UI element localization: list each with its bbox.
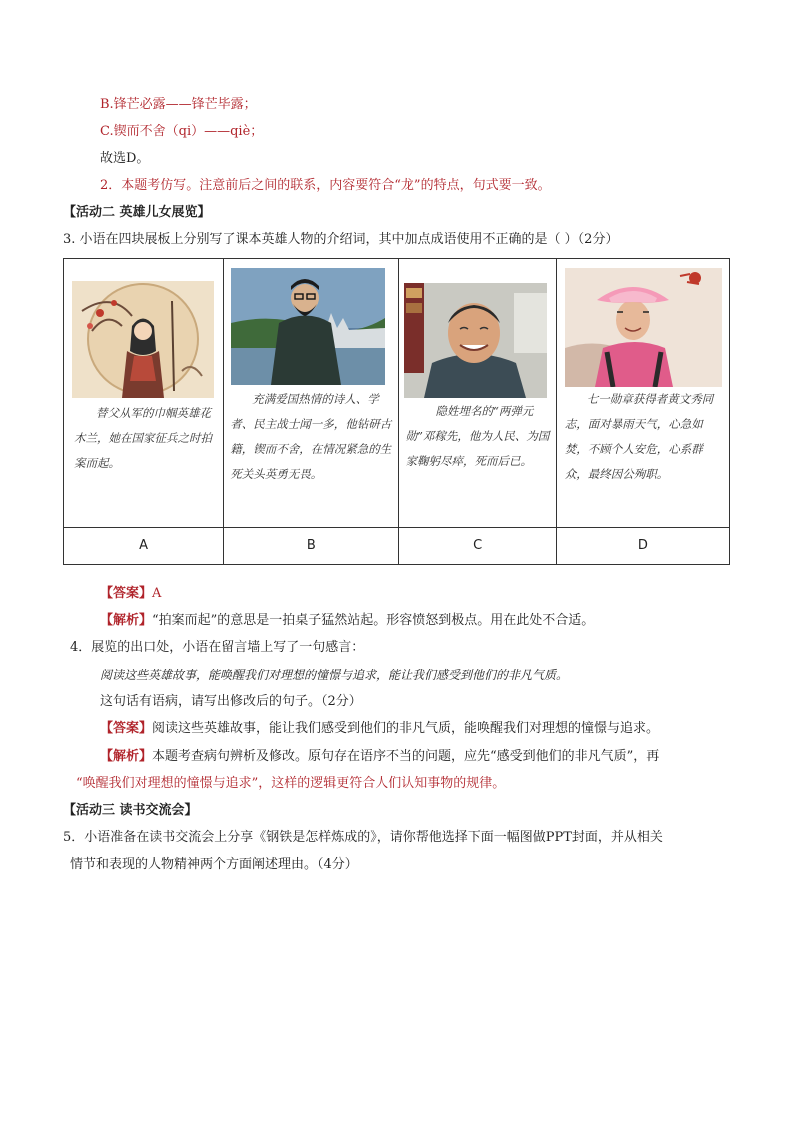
answer-tag: 【答案】 xyxy=(100,586,153,601)
wen-yiduo-image xyxy=(231,268,385,385)
exhibit-letter-d: D xyxy=(556,528,729,565)
analysis4-line xyxy=(100,748,659,766)
q4-text: 4．展览的出口处，小语在留言墙上写了一句感言： xyxy=(70,640,365,655)
option-c-line: C.锲而不舍（qi）——qiè； xyxy=(100,124,264,139)
exhibit-c-caption: 隐姓埋名的“两弹元勋”邓稼先，他为人民、为国家鞠躬尽瘁，死而后已。 xyxy=(405,404,550,468)
exhibit-letter-a: A xyxy=(64,528,224,565)
answer3-line xyxy=(100,585,161,603)
exhibit-d-caption: 七一勋章获得者黄文秀同志，面对暴雨天气，心急如焚，不顾个人安危，心系群众，最终因公殉职。 xyxy=(564,392,714,481)
choose-d-line: 故选D。 xyxy=(100,151,150,166)
answer-tag: 【答案】 xyxy=(100,721,153,736)
exhibit-letter-b: B xyxy=(224,528,399,565)
q2-analysis-line: 2．本题考仿写。注意前后之间的联系，内容要符合“龙”的特点，句式要一致。 xyxy=(100,178,551,193)
q4-ask: 这句话有语病，请写出修改后的句子。（2分） xyxy=(100,694,362,709)
exhibit-table xyxy=(63,258,730,565)
answer3-value: A xyxy=(152,586,162,601)
exhibit-cell-c xyxy=(399,259,556,528)
answer4-line xyxy=(100,720,659,738)
activity3-heading: 【活动三 读书交流会】 xyxy=(63,803,198,818)
analysis-tag: 【解析】 xyxy=(100,749,153,764)
q4-quote: 阅读这些英雄故事，能唤醒我们对理想的憧憬与追求，能让我们感受到他们的非凡气质。 xyxy=(100,668,569,682)
exhibit-letter-c: C xyxy=(399,528,556,565)
analysis4-text-1: 本题考查病句辨析及修改。原句存在语序不当的问题，应先“感受到他们的非凡气质”，再 xyxy=(152,749,660,764)
q5-text-1: 5．小语准备在读书交流会上分享《钢铁是怎样炼成的》，请你帮他选择下面一幅图做PPT封面，并从相关 xyxy=(63,830,663,845)
q3-text: 3. 小语在四块展板上分别写了课本英雄人物的介绍词，其中加点成语使用不正确的是（ ）（2分） xyxy=(63,232,619,247)
exhibit-cell-b xyxy=(224,259,399,528)
q5-text-2: 情节和表现的人物精神两个方面阐述理由。（4分） xyxy=(70,857,358,872)
activity2-heading: 【活动二 英雄儿女展览】 xyxy=(63,205,211,220)
exhibit-a-caption: 替父从军的巾帼英雄花木兰，她在国家征兵之时拍案而起。 xyxy=(74,406,212,470)
analysis4-text-2: “唤醒我们对理想的憧憬与追求”，这样的逻辑更符合人们认知事物的规律。 xyxy=(76,776,506,791)
analysis3-text: “拍案而起”的意思是一拍桌子猛然站起。形容愤怒到极点。用在此处不合适。 xyxy=(152,613,595,628)
analysis-tag: 【解析】 xyxy=(100,613,153,628)
exhibit-cell-d xyxy=(556,259,729,528)
mulan-image xyxy=(72,281,214,398)
deng-jiaxian-image xyxy=(404,283,547,398)
exhibit-cell-a xyxy=(64,259,224,528)
answer4-text: 阅读这些英雄故事，能让我们感受到他们的非凡气质，能唤醒我们对理想的憧憬与追求。 xyxy=(152,721,660,736)
exhibit-b-caption: 充满爱国热情的诗人、学者、民主战士闻一多，他钻研古籍，锲而不舍，在情况紧急的生死关头英勇无畏。 xyxy=(230,392,392,481)
huang-wenxiu-image xyxy=(565,268,722,387)
analysis3-line xyxy=(100,612,594,630)
option-b-line: B.锋芒必露——锋芒毕露； xyxy=(100,97,257,112)
